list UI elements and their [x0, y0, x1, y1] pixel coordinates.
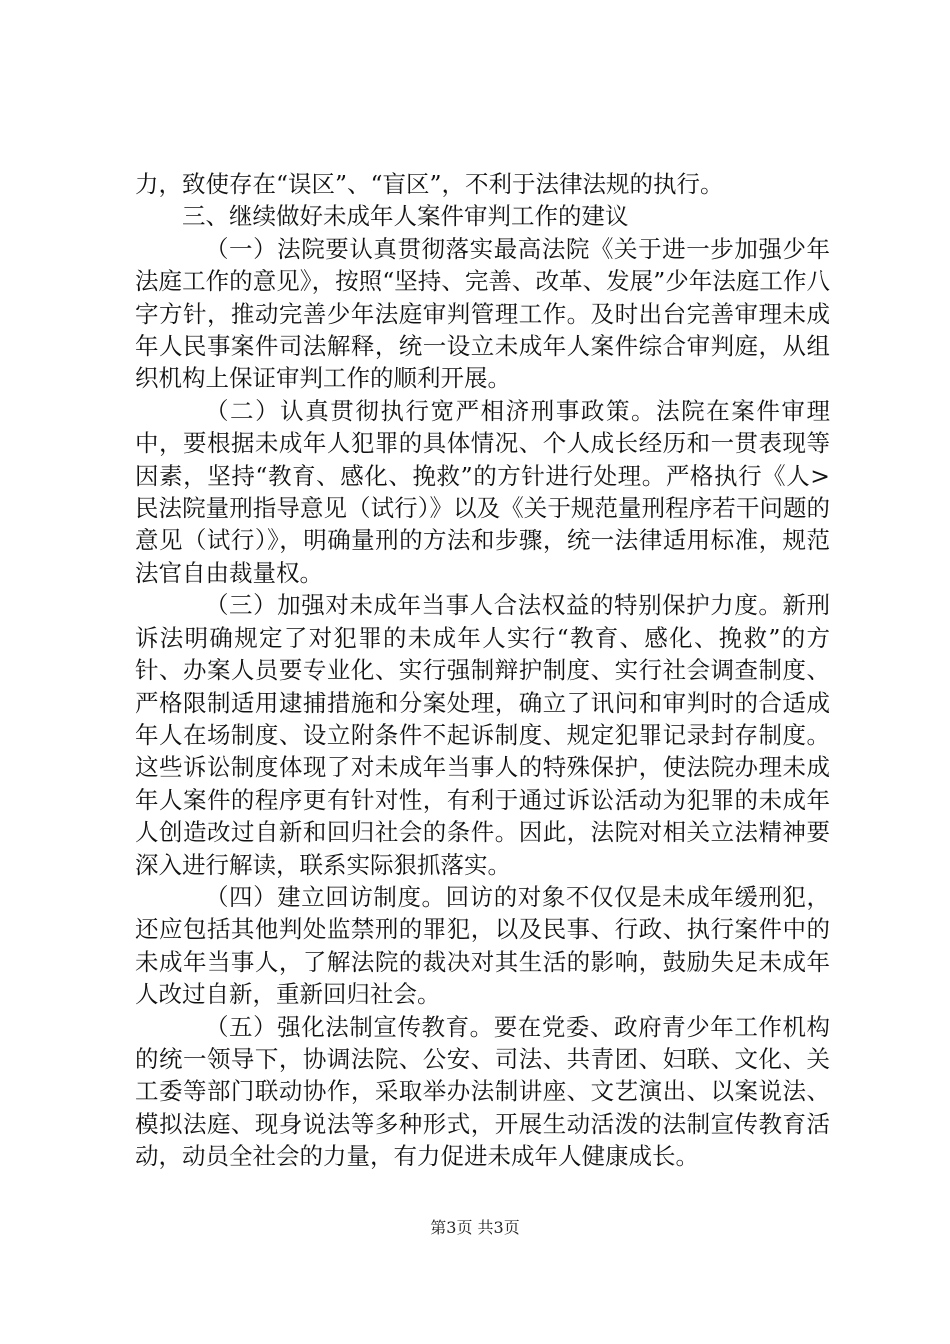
paragraph-item-5: （五）强化法制宣传教育。要在党委、政府青少年工作机构的统一领导下，协调法院、公安、司法、共青团、妇联、文化、关工委等部门联动协作，采取举办法制讲座、文艺演出、以案说法、模拟法庭、现身说法等多种形式，开展生动活泼的法制宣传教育活动，动员全社会的力量，有力促进未成年人健康成长。 [135, 1012, 830, 1171]
page-number-footer: 第3页 共3页 [430, 1218, 520, 1237]
paragraph-item-4: （四）建立回访制度。回访的对象不仅仅是未成年缓刑犯，还应包括其他判处监禁刑的罪犯，以及民事、行政、执行案件中的未成年当事人，了解法院的裁决对其生活的影响，鼓励失足未成年人改过自新，重新回归社会。 [135, 882, 830, 1009]
paragraph-continuation: 力，致使存在“误区”、“盲区”，不利于法律法规的执行。 [135, 170, 724, 198]
paragraph-item-2: （二）认真贯彻执行宽严相济刑事政策。法院在案件审理中，要根据未成年人犯罪的具体情况、个人成长经历和一贯表现等因素，坚持“教育、感化、挽救”的方针进行处理。严格执行《人>民法院量刑指导意见（试行）》以及《关于规范量刑程序若干问题的意见（试行）》，明确量刑的方法和步骤，统一法律适用标准，规范法官自由裁量权。 [135, 396, 830, 587]
paragraph-item-3: （三）加强对未成年当事人合法权益的特别保护力度。新刑诉法明确规定了对犯罪的未成年人实行“教育、感化、挽救”的方针、办案人员要专业化、实行强制辩护制度、实行社会调查制度、严格限制适用逮捕措施和分案处理，确立了讯问和审判时的合适成年人在场制度、设立附条件不起诉制度、规定犯罪记录封存制度。这些诉讼制度体现了对未成年当事人的特殊保护，使法院办理未成年人案件的程序更有针对性，有利于通过诉讼活动为犯罪的未成年人创造改过自新和回归社会的条件。因此，法院对相关立法精神要深入进行解读，联系实际狠抓落实。 [135, 591, 830, 879]
section-heading: 三、继续做好未成年人案件审判工作的建议 [182, 202, 629, 231]
paragraph-item-1: （一）法院要认真贯彻落实最高法院《关于进一步加强少年法庭工作的意见》，按照“坚持、完善、改革、发展”少年法庭工作八字方针，推动完善少年法庭审判管理工作。及时出台完善审理未成年人民事案件司法解释，统一设立未成年人案件综合审判庭，从组织机构上保证审判工作的顺利开展。 [135, 234, 830, 393]
document-body [135, 168, 830, 1173]
